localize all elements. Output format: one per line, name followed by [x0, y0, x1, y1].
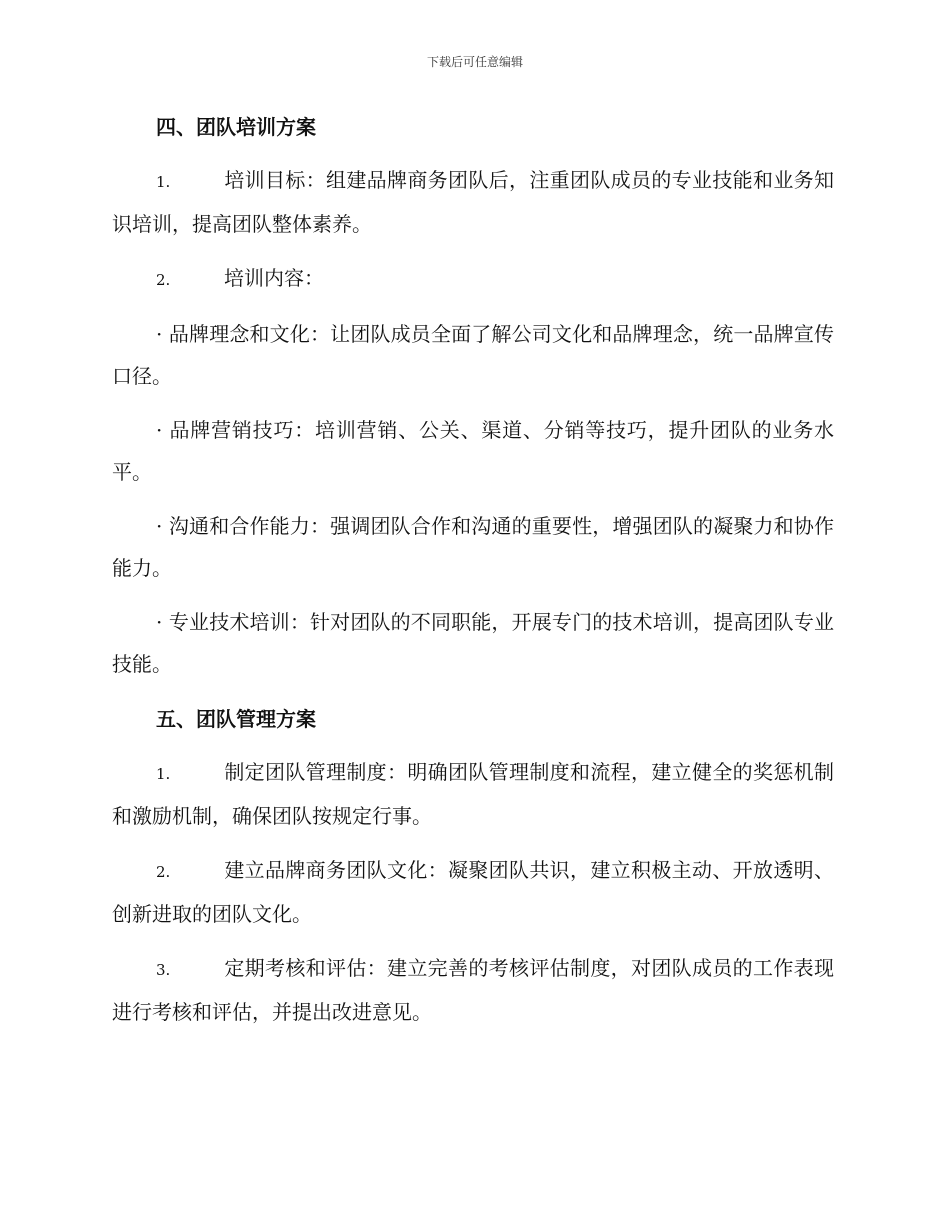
item-number: 2. — [156, 271, 171, 289]
bullet-brand-culture: · 品牌理念和文化：让团队成员全面了解公司文化和品牌理念，统一品牌宣传口径。 — [112, 322, 834, 388]
item-number: 1. — [156, 173, 171, 191]
item-text: 定期考核和评估：建立完善的考核评估制度，对团队成员的工作表现进行考核和评估，并提出改进意见。 — [112, 956, 834, 1024]
section-4-item-1 — [112, 159, 834, 245]
page-header: 下载后可任意编辑 — [426, 55, 523, 69]
item-text: 培训目标：组建品牌商务团队后，注重团队成员的专业技能和业务知识培训，提高团队整体素养。 — [112, 168, 834, 236]
item-text: 培训内容： — [224, 266, 324, 290]
section-5-item-3 — [112, 947, 834, 1033]
section-5-item-1 — [112, 751, 834, 837]
document-body — [112, 105, 834, 1045]
section-5-item-2 — [112, 849, 834, 935]
item-text: 建立品牌商务团队文化：凝聚团队共识，建立积极主动、开放透明、创新进取的团队文化。 — [112, 858, 834, 926]
item-number: 1. — [156, 765, 171, 783]
section-4-heading: 四、团队培训方案 — [156, 115, 316, 139]
section-4-item-2 — [112, 257, 834, 301]
item-number: 3. — [156, 961, 171, 979]
bullet-marketing-skills: · 品牌营销技巧：培训营销、公关、渠道、分销等技巧，提升团队的业务水平。 — [112, 418, 834, 484]
item-text: 制定团队管理制度：明确团队管理制度和流程，建立健全的奖惩机制和激励机制，确保团队按规定行事。 — [112, 760, 834, 828]
item-number: 2. — [156, 863, 171, 881]
bullet-communication: · 沟通和合作能力：强调团队合作和沟通的重要性，增强团队的凝聚力和协作能力。 — [112, 514, 834, 580]
section-5-heading: 五、团队管理方案 — [156, 707, 316, 731]
bullet-technical-training: · 专业技术培训：针对团队的不同职能，开展专门的技术培训，提高团队专业技能。 — [112, 610, 834, 676]
